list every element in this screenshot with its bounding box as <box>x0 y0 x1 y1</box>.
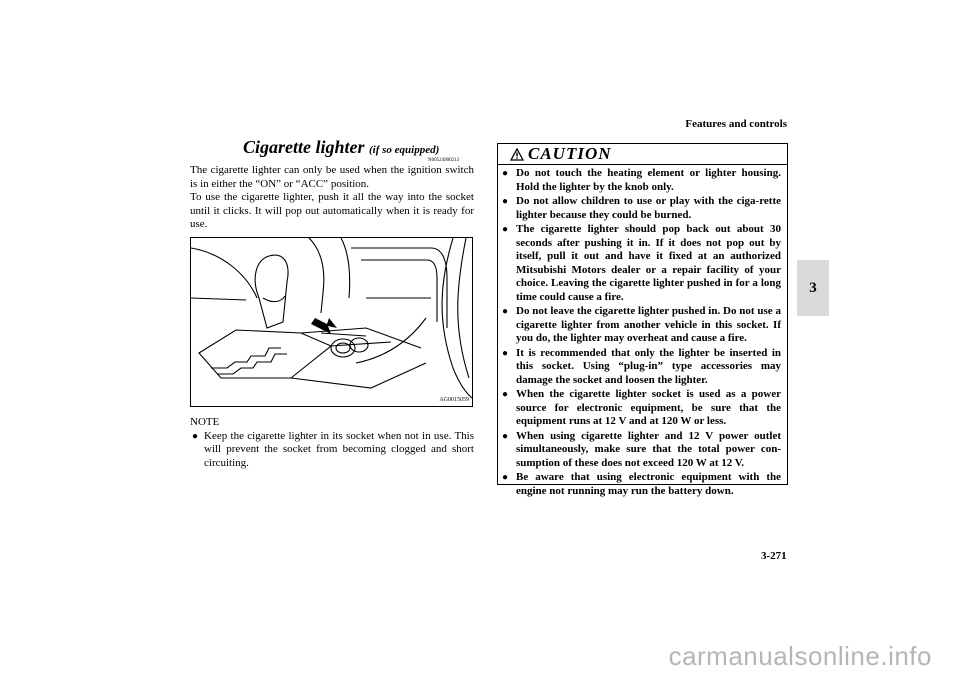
caution-item <box>502 167 781 194</box>
section-header: Features and controls <box>685 118 787 130</box>
title-code: N00524900213 <box>428 158 460 163</box>
bullet-icon: ● <box>192 430 199 442</box>
caution-item <box>502 223 781 304</box>
title-main: Cigarette lighter <box>243 137 365 157</box>
title-sub: (if so equipped) <box>369 144 440 156</box>
caution-item <box>502 195 781 222</box>
caution-header <box>498 144 787 165</box>
caution-item-text: When using cigarette lighter and 12 V power outlet simultaneously, make sure that the total power con-sumption of these does not exceed 120 W at 12 V. <box>516 429 781 469</box>
caution-item-text: It is recommended that only the lighter be inserted in this socket. Using “plug-in” type accessories may damage the socket and loosen the lighter. <box>516 346 781 386</box>
warning-triangle-icon <box>510 148 524 161</box>
caution-box <box>497 143 788 497</box>
bullet-icon: ● <box>502 168 509 179</box>
note-item <box>190 430 474 471</box>
note-label: NOTE <box>190 416 220 428</box>
chapter-tab-number: 3 <box>809 280 817 296</box>
caution-item <box>502 471 781 498</box>
caution-title: CAUTION <box>528 144 612 163</box>
caution-item-text: Be aware that using electronic equipment with the engine not running may run the battery down. <box>516 471 781 497</box>
bullet-icon: ● <box>502 389 509 400</box>
body-paragraph-2: To use the cigarette lighter, push it all the way into the socket until it clicks. It will pop out automatically when it is ready for use. <box>190 191 474 230</box>
chapter-tab <box>797 260 829 316</box>
bullet-icon: ● <box>502 472 509 483</box>
bullet-icon: ● <box>502 347 509 359</box>
caution-item <box>502 305 781 346</box>
page-title <box>243 137 439 158</box>
console-drawing <box>191 238 472 406</box>
figure-code: AG0015059 <box>439 397 469 403</box>
caution-item <box>502 430 781 471</box>
caution-item-text: When the cigarette lighter socket is used as a power source for electronic equipment, be sure that the equipment runs at 12 V and at 120 W or less. <box>516 388 781 427</box>
note-item-text: Keep the cigarette lighter in its socket when not in use. This will prevent the socket from becoming clogged and short circuiting. <box>204 429 474 469</box>
bullet-icon: ● <box>502 196 509 207</box>
caution-item-text: The cigarette lighter should pop back out about 30 seconds after pushing it in. If it does not pop out by itself, pull it out and have it fixed at an authorized Mitsubishi Motors dealer or a repair facility of your choice. Leaving the cigarette lighter pushed in for a long time could cause a fire. <box>516 223 781 303</box>
caution-item-text: Do not allow children to use or play with the ciga-rette lighter because they could be burned. <box>516 195 781 221</box>
caution-item <box>502 388 781 429</box>
body-text <box>190 164 474 232</box>
body-paragraph-1: The cigarette lighter can only be used when the ignition switch is in either the “ON” or “ACC” position. <box>190 164 474 190</box>
note-section <box>190 416 474 470</box>
caution-item-text: Do not leave the cigarette lighter pushed in. Do not use a cigarette lighter from another vehicle in this socket. If you do, the lighter may overheat and cause a fire. <box>516 305 781 344</box>
caution-item <box>502 347 781 388</box>
caution-item-text: Do not touch the heating element or lighter housing. Hold the lighter by the knob only. <box>516 167 781 193</box>
watermark-link[interactable]: carmanualsonline.info <box>668 641 932 671</box>
bullet-icon: ● <box>502 430 509 442</box>
bullet-icon: ● <box>502 306 509 317</box>
bullet-icon: ● <box>502 224 509 235</box>
caution-list <box>498 165 787 498</box>
lighter-illustration <box>190 237 473 407</box>
page-number: 3-271 <box>761 550 787 562</box>
